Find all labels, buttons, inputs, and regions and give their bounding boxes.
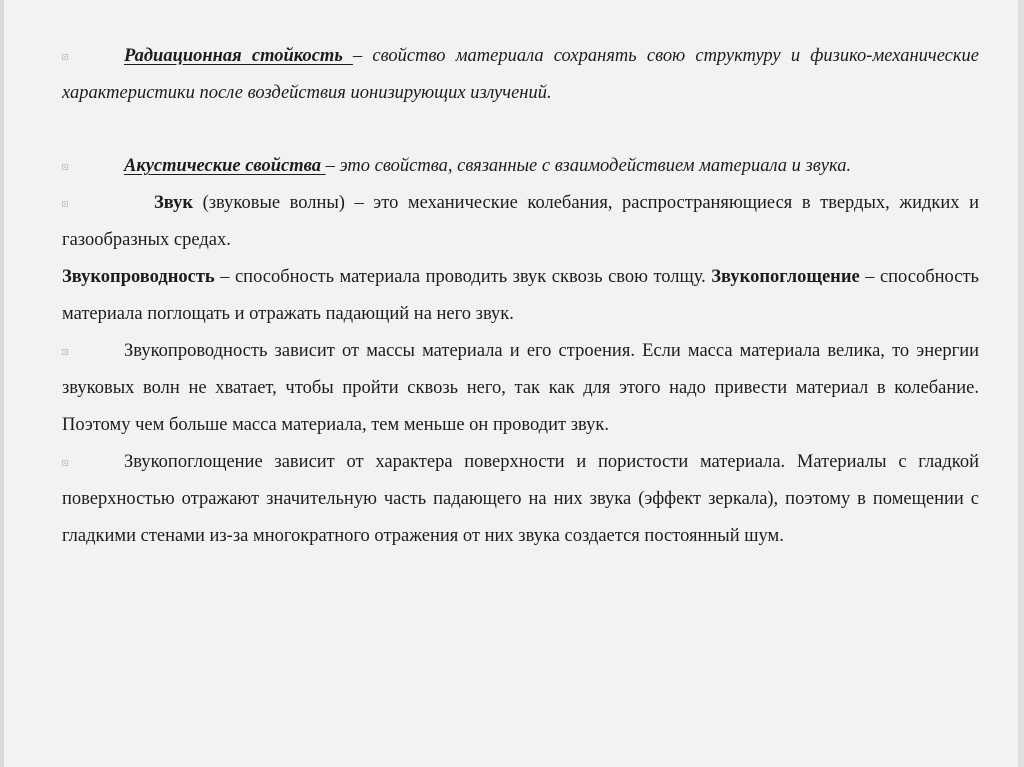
definition-sound-conduction: – способность материала проводить звук сквозь свою толщу. [214, 267, 712, 287]
spacer [62, 112, 979, 148]
paragraph-sound-conduction-absorption [62, 259, 979, 333]
bullet-icon [62, 164, 68, 170]
term-sound-absorption: Звукопоглощение [711, 267, 860, 287]
definition-acoustic-properties: – это свойства, связанные с взаимодействием материала и звука. [325, 156, 852, 176]
term-sound: Звук [154, 193, 194, 213]
term-radiation-resistance: Радиационная стойкость [124, 46, 353, 66]
definition-sound: (звуковые волны) – это механические колебания, распространяющиеся в твердых, жидких и газообразных средах. [62, 193, 979, 250]
slide-content [62, 38, 979, 555]
paragraph-sound [62, 185, 979, 259]
bullet-icon [62, 54, 68, 60]
text-sound-conduction-detail: Звукопроводность зависит от массы материала и его строения. Если масса материала велика, то энергии звуковых волн не хватает, чтобы пройти сквозь него, так как для этого надо привести материал в колебание. Поэтому чем больше масса материала, тем меньше он проводит звук. [62, 341, 979, 435]
paragraph-acoustic-properties [62, 148, 979, 185]
paragraph-sound-absorption-detail [62, 444, 979, 555]
paragraph-sound-conduction-detail [62, 333, 979, 444]
slide-right-edge [1018, 0, 1024, 767]
bullet-icon [62, 460, 68, 466]
definition-radiation-resistance: – свойство материала сохранять свою структуру и физико-механические характеристики после воздействия ионизирующих излучений. [62, 46, 980, 103]
bullet-icon [62, 201, 68, 207]
text-sound-absorption-detail: Звукопоглощение зависит от характера поверхности и пористости материала. Материалы с гладкой поверхностью отражают значительную часть падающего на них звука (эффект зеркала), поэтому в помещении с гладкими стенами из-за многократного отражения от них звука создается постоянный шум. [62, 452, 979, 546]
bullet-icon [62, 349, 68, 355]
slide-left-edge [0, 0, 4, 767]
term-sound-conduction: Звукопроводность [62, 267, 215, 287]
term-acoustic-properties: Акустические свойства [124, 156, 326, 176]
definition-sound-absorption: – способность материала поглощать и отражать падающий на него звук. [62, 267, 979, 324]
paragraph-radiation-resistance [62, 38, 979, 112]
